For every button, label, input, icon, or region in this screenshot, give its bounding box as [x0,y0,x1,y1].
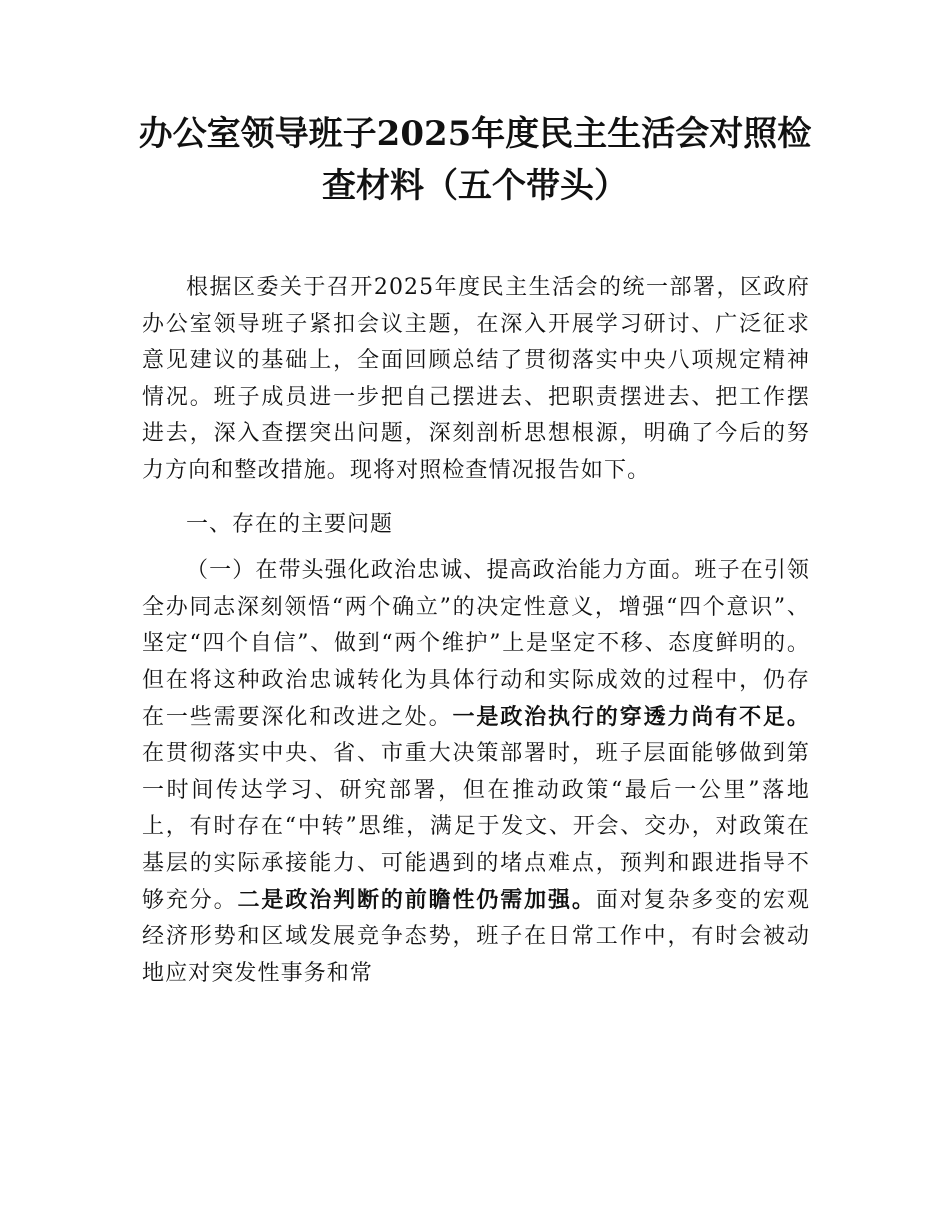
point-1-text: 在贯彻落实中央、省、市重大决策部署时，班子层面能够做到第一时间传达学习、研究部署，但在推动政策“最后一公里”落地上，有时存在“中转”思维，满足于发文、开会、交办，对政策在基层的实际承接能力、可能遇到的堵点难点，预判和跟进指导不够充分。 [142,741,810,913]
point-1-title: 一是政治执行的穿透力尚有不足。 [452,704,810,730]
point-2-text: 面对复杂多变的宏观经济形势和区域发展竞争态势，班子在日常工作中，有时会被动地应对突发性事务和常 [142,887,810,986]
title-line-2: 查材料（五个带头） [322,166,628,206]
document-title [120,108,830,212]
spacer [142,490,810,507]
point-2-title: 二是政治判断的前瞻性仍需加强。 [237,887,596,913]
spacer [142,543,810,553]
document-body [142,270,810,992]
section-heading: 一、存在的主要问题 [186,511,394,537]
subsection-paragraph [142,553,810,992]
subsection-lead: （一）在带头强化政治忠诚、提高政治能力方面。班子在引领全办同志深刻领悟“两个确立”的决定性意义，增强“四个意识”、坚定“四个自信”、做到“两个维护”上是坚定不移、态度鲜明的。但在将这种政治忠诚转化为具体行动和实际成效的过程中，仍存在一些需要深化和改进之处。 [142,558,810,730]
intro-paragraph: 根据区委关于召开2025年度民主生活会的统一部署，区政府办公室领导班子紧扣会议主题，在深入开展学习研讨、广泛征求意见建议的基础上，全面回顾总结了贯彻落实中央八项规定精神情况。班子成员进一步把自己摆进去、把职责摆进去、把工作摆进去，深入查摆突出问题，深刻剖析思想根源，明确了今后的努力方向和整改措施。现将对照检查情况报告如下。 [142,275,810,483]
title-line-1: 办公室领导班子2025年度民主生活会对照检 [138,114,812,154]
